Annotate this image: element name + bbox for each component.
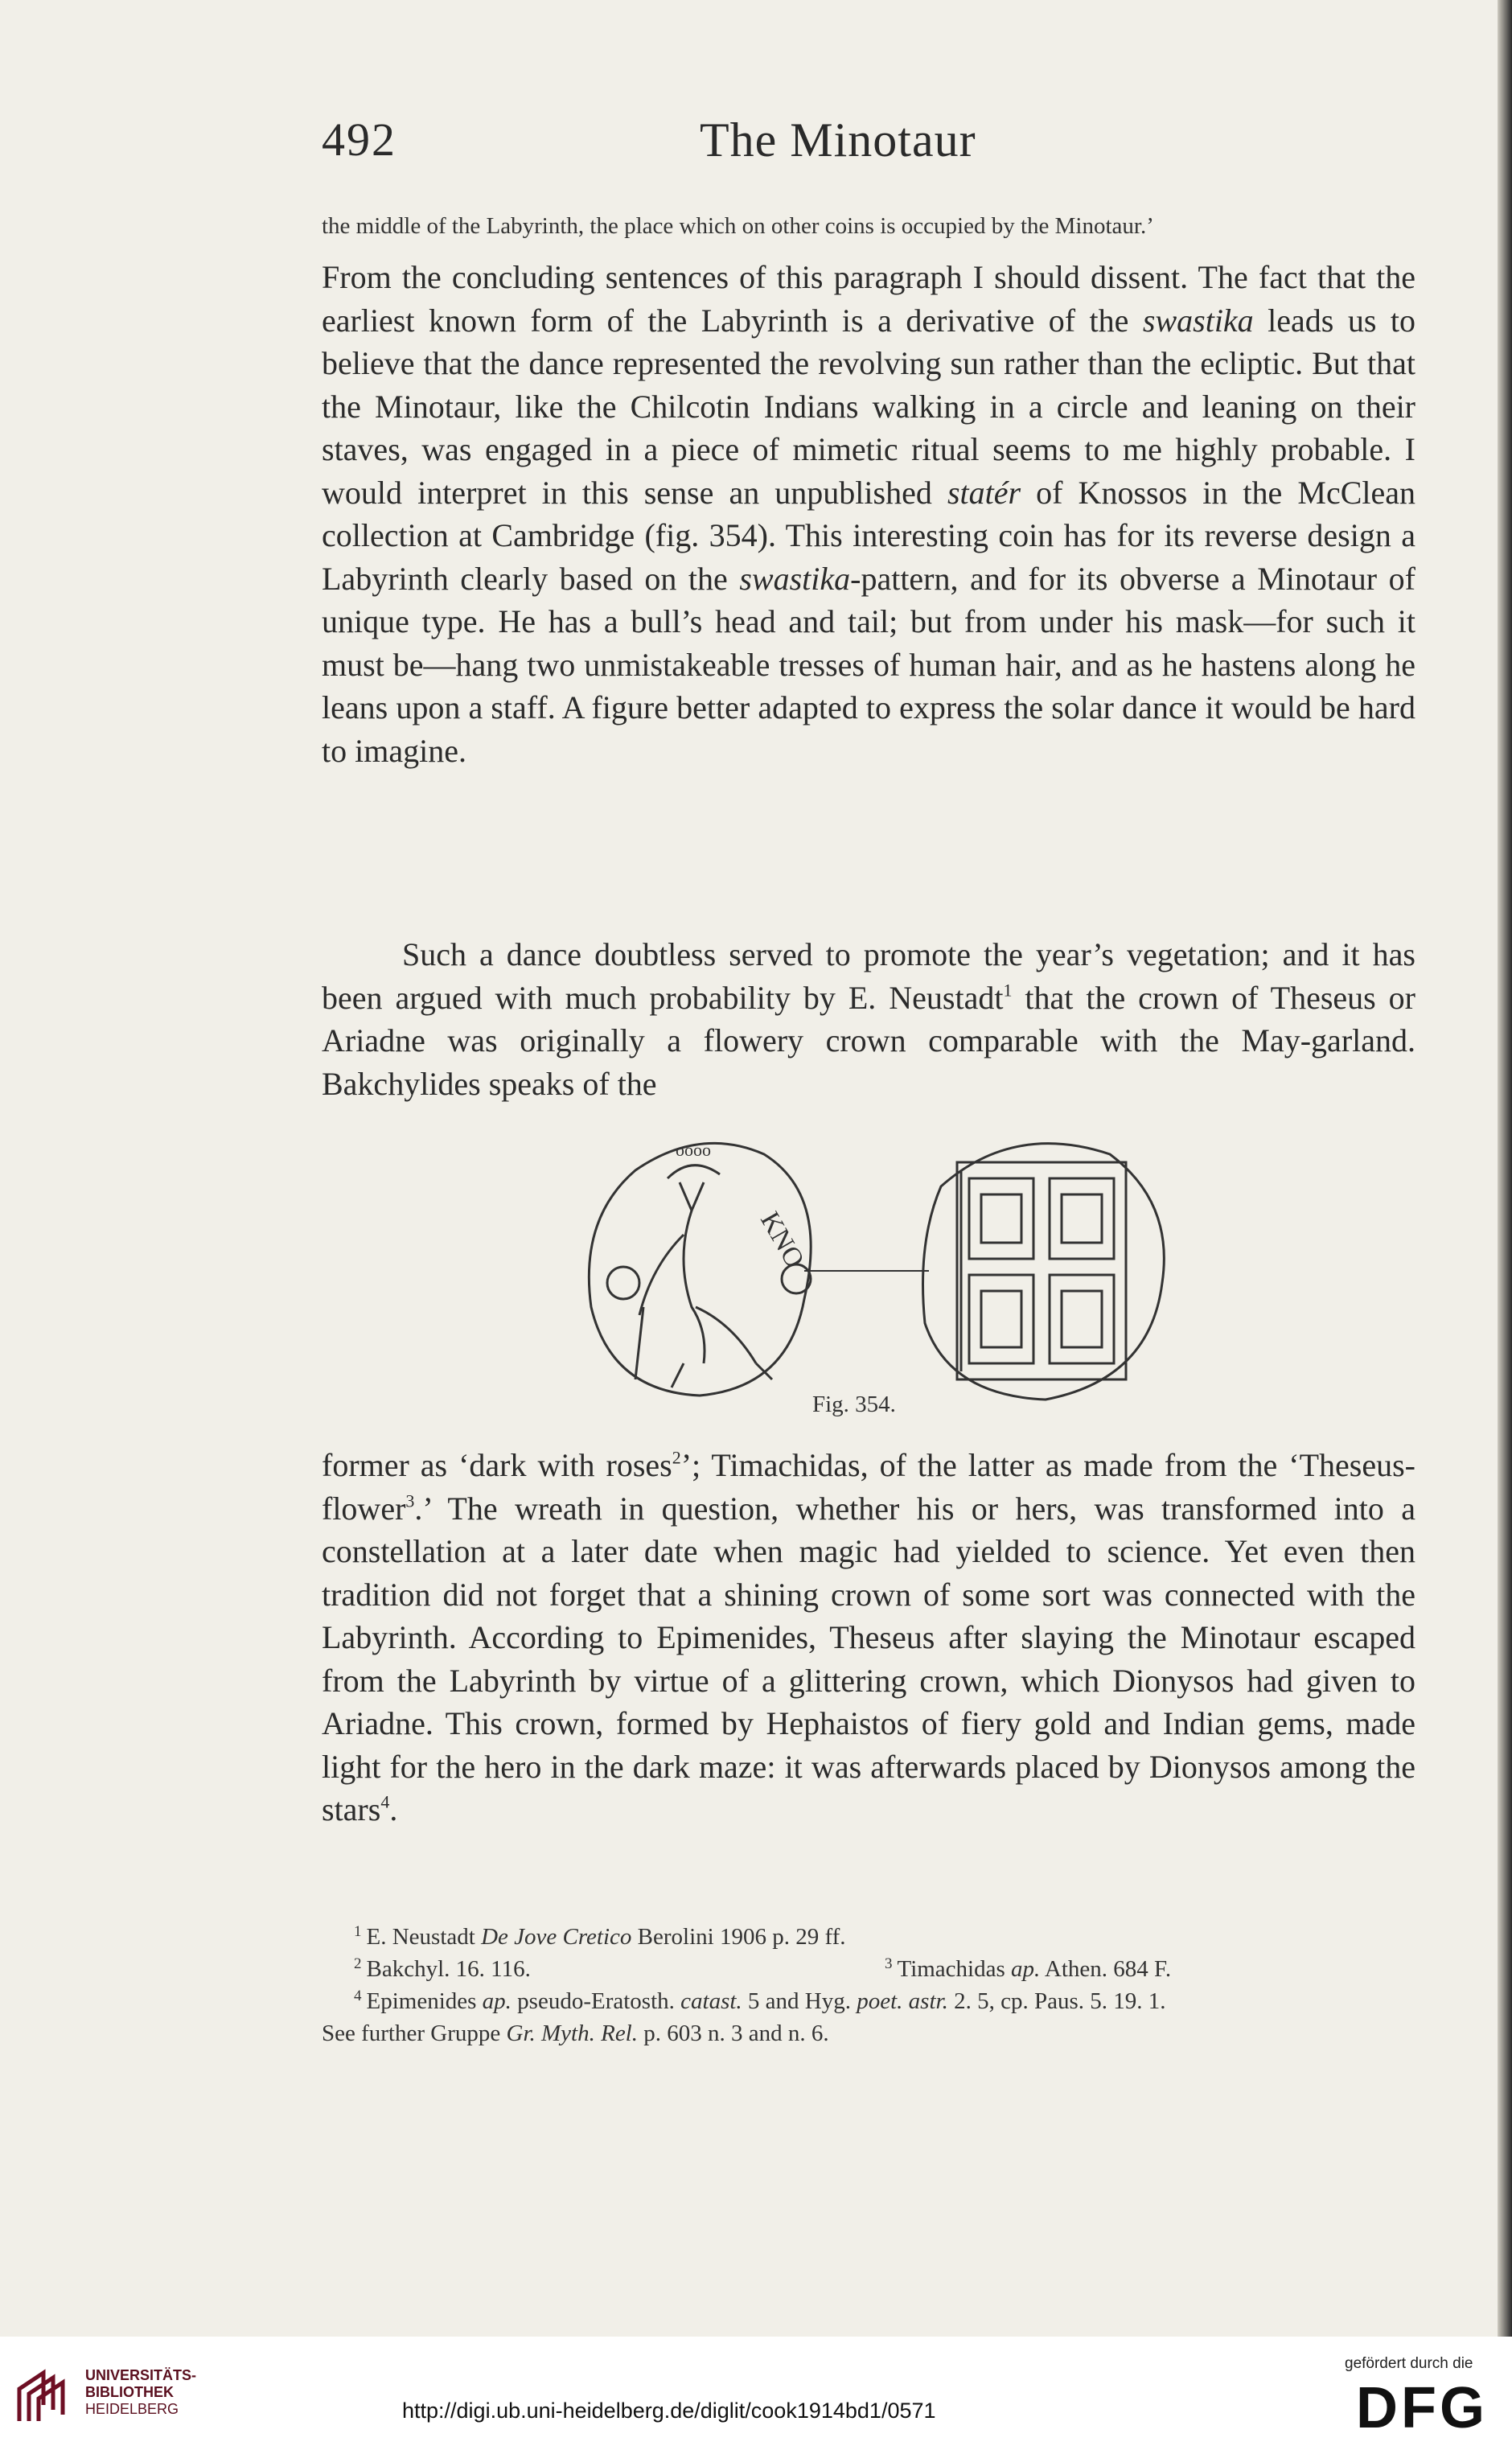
- footnote-italic: De Jove Cretico: [481, 1924, 632, 1950]
- text-run: of Knossos in the McClean collection at Cambridge (fig. 354). This interesting coin has for its reverse design a Labyrinth clearly based on the: [322, 474, 1415, 597]
- page-number: 492: [322, 113, 396, 166]
- footnote-ref: 3: [405, 1490, 415, 1511]
- text-run: that the crown of Theseus or Ariadne was originally a flowery crown comparable with the May-garland. Bakchylides speaks of the: [322, 979, 1415, 1102]
- footnote-mark: 1: [354, 1923, 362, 1940]
- footnote-ref: 1: [1003, 980, 1013, 1001]
- footnote-italic: poet. astr.: [857, 1988, 948, 2014]
- permalink-url[interactable]: http://digi.ub.uni-heidelberg.de/diglit/cook1914bd1/0571: [402, 2399, 936, 2423]
- footnote-italic: Gr. Myth. Rel.: [506, 2021, 638, 2046]
- footnote-text: Bakchyl. 16. 116.: [366, 1956, 531, 1982]
- text-run: Such a dance doubtless served to promote the year’s vegetation; and it has been argued with much probability by E. Neustadt: [322, 936, 1415, 1016]
- footnote-3: [853, 1955, 1383, 1987]
- text-run: ’; Timachidas, of the latter as made from the ‘Theseus-flower: [322, 1447, 1415, 1527]
- viewer-footer: [0, 2337, 1512, 2446]
- text-run: former as ‘dark with roses: [322, 1447, 672, 1483]
- figure-caption: Fig. 354.: [812, 1392, 896, 1417]
- funder-note: gefördert durch die: [1345, 2355, 1473, 2372]
- page-header: [322, 113, 1432, 177]
- quote-continuation: the middle of the Labyrinth, the place which on other coins is occupied by the Minotaur.’: [322, 213, 1154, 239]
- footnote-mark: 2: [354, 1955, 362, 1972]
- footnote-text: pseudo-Eratosth.: [511, 1988, 681, 2014]
- coin-dots: oooo: [676, 1140, 711, 1160]
- footnote-1: [322, 1922, 1432, 1955]
- text-run: -pattern, and for its obverse a Minotaur of unique type. He has a bull’s head and tail; but from under his mask—for such it must be—hang two unmistakeable tresses of human hair, and as he hastens along he leans upon a staff. A figure better adapted to express the solar dance it would be hard to imagine.: [322, 560, 1415, 769]
- footnote-4-continued: [322, 2019, 1432, 2048]
- coin-legend: KNO: [754, 1207, 810, 1273]
- paragraph-2: [322, 933, 1415, 1105]
- page-edge-shadow: [1498, 0, 1512, 2337]
- paragraph-1: [322, 256, 1415, 772]
- footnote-italic: catast.: [680, 1988, 742, 2014]
- footnote-text: Athen. 684 F.: [1040, 1956, 1172, 1982]
- footnote-italic: ap.: [1011, 1956, 1041, 1982]
- footnote-ref: 2: [672, 1447, 681, 1468]
- library-line: BIBLIOTHEK: [85, 2384, 174, 2400]
- footnote-text: p. 603 n. 3 and n. 6.: [638, 2021, 829, 2046]
- italic-term: statér: [947, 474, 1021, 511]
- coin-reverse-labyrinth: [923, 1144, 1165, 1400]
- text-run: From the concluding sentences of this paragraph I should dissent. The fact that the earliest known form of the Labyrinth is a derivative of the: [322, 259, 1415, 339]
- footnote-2: [322, 1955, 853, 1987]
- footnote-ref: 4: [380, 1791, 390, 1812]
- text-run: .’ The wreath in question, whether his or hers, was transformed into a constellation at a later date when magic had yielded to science. Yet even then tradition did not forget that a shining crown of some sort was connected with the Labyrinth. According to Epimenides, Theseus after slaying the Minotaur escaped from the Labyrinth by virtue of a glittering crown, which Dionysos had given to Ariadne. This crown, formed by Hephaistos of fiery gold and Indian gems, made light for the hero in the dark maze: it was afterwards placed by Dionysos among the stars: [322, 1490, 1415, 1827]
- footnote-text: Timachidas: [897, 1956, 1012, 1982]
- footnote-text: E. Neustadt: [366, 1924, 482, 1950]
- footnote-italic: ap.: [482, 1988, 512, 2014]
- text-run: leads us to believe that the dance represented the revolving sun rather than the ecliptic. But that the Minotaur, like the Chilcotin Indians walking in a circle and leaning on their staves, was engaged in a piece of mimetic ritual seems to me highly probable. I would interpret in this sense an unpublished: [322, 302, 1415, 511]
- footnote-mark: 3: [885, 1955, 893, 1972]
- running-title: The Minotaur: [700, 113, 976, 166]
- italic-term: swastika: [739, 560, 851, 597]
- university-library-logo-icon[interactable]: [11, 2365, 76, 2429]
- footnotes: [322, 1922, 1432, 2048]
- paragraph-3: [322, 1444, 1415, 1831]
- footnote-mark: 4: [354, 1988, 362, 2004]
- dfg-logo[interactable]: DFG: [1356, 2376, 1488, 2440]
- library-line: UNIVERSITÄTS-: [85, 2367, 197, 2383]
- university-library-name[interactable]: [85, 2367, 196, 2418]
- footnote-text: 2. 5, cp. Paus. 5. 19. 1.: [947, 1988, 1166, 2014]
- coin-obverse: [589, 1143, 811, 1396]
- footnote-text: See further Gruppe: [322, 2021, 507, 2046]
- footnote-text: Epimenides: [366, 1988, 483, 2014]
- coin-figure: [563, 1122, 1182, 1412]
- library-line: HEIDELBERG: [85, 2401, 179, 2417]
- footnote-text: 5 and Hyg.: [742, 1988, 857, 2014]
- footnote-text: Berolini 1906 p. 29 ff.: [631, 1924, 846, 1950]
- text-run: .: [389, 1791, 398, 1827]
- footnote-row: [322, 1955, 1432, 1987]
- footnote-4: [322, 1987, 1432, 2019]
- italic-term: swastika: [1142, 302, 1254, 339]
